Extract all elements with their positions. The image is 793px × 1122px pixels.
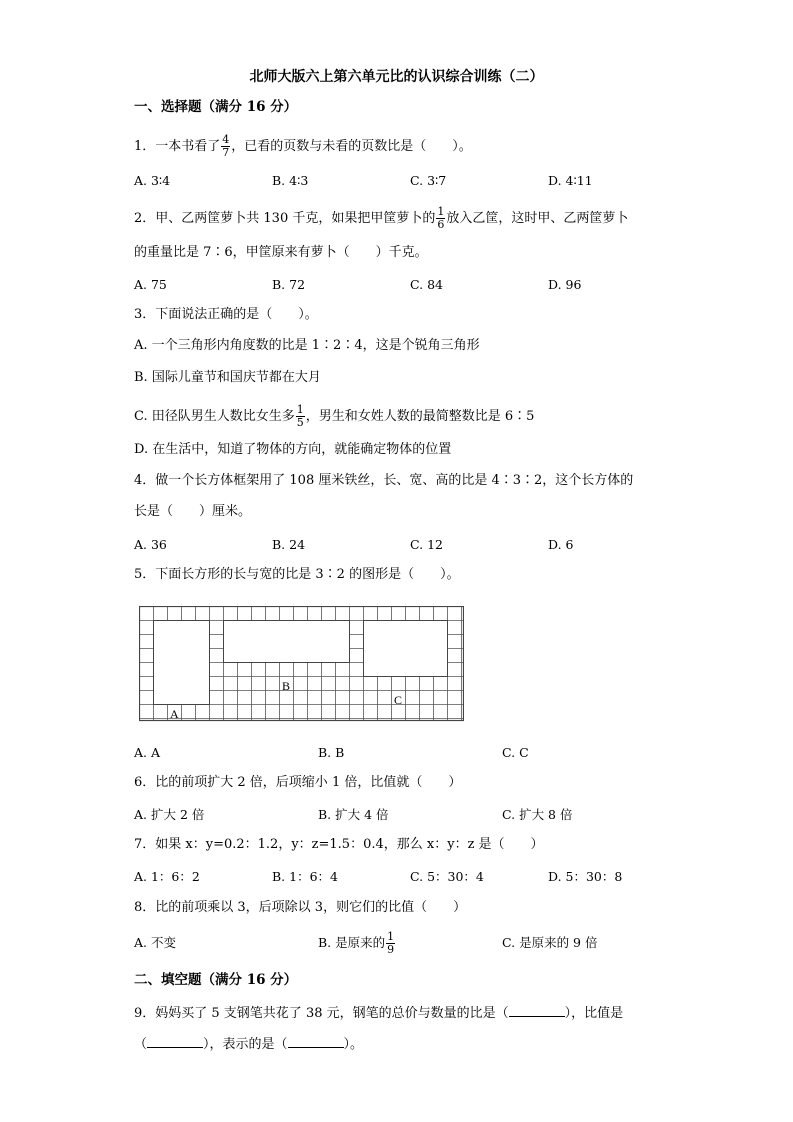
q6-option-c: C. 扩大 8 倍: [502, 807, 573, 822]
section-fill-heading: 二、填空题（满分 16 分）: [134, 972, 298, 988]
q4-option-c: C. 12: [410, 537, 443, 552]
shape-label-c: C: [394, 693, 403, 707]
q9-blank-3[interactable]: [288, 1035, 344, 1048]
q5-option-c: C. C: [502, 745, 529, 760]
question-8: 8．比的前项乘以 3，后项除以 3，则它们的比值（ ）: [134, 900, 467, 915]
q3-option-a: A. 一个三角形内角度数的比是 1∶2∶4，这是个锐角三角形: [134, 338, 480, 353]
q4-line-2: 长是（ ）厘米。: [134, 504, 252, 519]
rect-shape-c: [364, 621, 448, 677]
q3-c-fraction: [296, 404, 305, 429]
question-7: 7．如果 x：y=0.2：1.2，y：z=1.5：0.4，那么 x：y：z 是（ ）: [134, 837, 544, 852]
question-9: [134, 1004, 623, 1023]
question-2: [134, 206, 628, 231]
q9-blank-2[interactable]: [147, 1035, 203, 1048]
q9-line-2: [134, 1035, 363, 1054]
q7-option-d: D. 5：30：8: [548, 869, 623, 884]
q8-b-frac-num: 1: [387, 930, 395, 943]
q1-option-b: B. 4∶3: [272, 173, 309, 188]
q9-line2-a: （: [134, 1037, 148, 1052]
q8-b-fraction: [386, 931, 395, 956]
q6-option-b: B. 扩大 4 倍: [318, 807, 389, 822]
q3-c-post: ，男生和女姓人数的最简整数比是 6∶5: [305, 409, 535, 424]
question-6: 6．比的前项扩大 2 倍，后项缩小 1 倍，比值就（ ）: [134, 775, 462, 790]
q2-option-d: D. 96: [548, 277, 582, 292]
q1-option-c: C. 3∶7: [410, 173, 447, 188]
q4-option-b: B. 24: [272, 537, 306, 552]
question-3: 3．下面说法正确的是（ ）。: [134, 307, 318, 322]
q2-option-a: A. 75: [134, 277, 167, 292]
rectangle-grid-figure: [139, 606, 464, 722]
q1-option-a: A. 3∶4: [134, 173, 171, 188]
shape-label-b: B: [282, 679, 291, 693]
q9-text-mid: ），比值是: [564, 1006, 624, 1021]
q1-option-d: D. 4∶11: [548, 173, 593, 188]
shape-label-a: A: [170, 707, 179, 721]
q3-c-frac-num: 1: [296, 403, 304, 416]
q6-option-a: A. 扩大 2 倍: [134, 807, 205, 822]
q3-c-frac-den: 5: [296, 416, 304, 429]
q1-frac-num: 4: [222, 133, 230, 146]
q7-option-b: B. 1：6：4: [272, 869, 338, 884]
q2-line-2: 的重量比是 7∶6，甲筐原来有萝卜（ ）千克。: [134, 245, 428, 260]
q4-option-d: D. 6: [548, 537, 574, 552]
q9-text-pre: 9．妈妈买了 5 支钢笔共花了 38 元，钢笔的总价与数量的比是（: [134, 1006, 509, 1021]
q3-c-pre: C. 田径队男生人数比女生多: [134, 409, 295, 424]
q2-option-c: C. 84: [410, 277, 443, 292]
q4-option-a: A. 36: [134, 537, 167, 552]
page-title: 北师大版六上第六单元比的认识综合训练（二）: [249, 69, 544, 85]
q5-option-b: B. B: [318, 745, 345, 760]
q2-text-post: 放入乙筐，这时甲、乙两筐萝卜: [446, 211, 629, 226]
q2-option-b: B. 72: [272, 277, 306, 292]
q3-option-c: [134, 404, 534, 429]
q2-frac-num: 1: [437, 205, 445, 218]
q1-text-post: ，已看的页数与未看的页数比是（ ）。: [231, 139, 472, 154]
question-4: 4．做一个长方体框架用了 108 厘米铁丝，长、宽、高的比是 4∶3∶2，这个长方体的: [134, 473, 634, 488]
rect-shape-a: [154, 621, 210, 705]
q3-option-d: D. 在生活中，知道了物体的方向，就能确定物体的位置: [134, 442, 452, 457]
q8-b-pre: B. 是原来的: [318, 935, 386, 950]
q7-option-a: A. 1：6：2: [134, 869, 200, 884]
q1-text-pre: 1．一本书看了: [134, 139, 221, 154]
q2-fraction: [436, 206, 445, 231]
q1-frac-den: 7: [222, 146, 230, 159]
section-choice-heading: 一、选择题（满分 16 分）: [134, 99, 298, 115]
q8-option-c: C. 是原来的 9 倍: [502, 935, 598, 950]
q8-b-frac-den: 9: [387, 943, 395, 956]
q5-option-a: A. A: [134, 745, 161, 760]
q2-frac-den: 6: [437, 218, 445, 231]
rect-shape-b: [224, 621, 350, 663]
q8-option-a: A. 不变: [134, 935, 176, 950]
q3-option-b: B. 国际儿童节和国庆节都在大月: [134, 370, 321, 385]
q7-option-c: C. 5：30：4: [410, 869, 484, 884]
q1-fraction: [221, 134, 230, 159]
q9-blank-1[interactable]: [509, 1004, 565, 1017]
question-1: [134, 134, 472, 159]
q9-line2-b: ），表示的是（: [203, 1037, 288, 1052]
q8-option-b: [318, 929, 396, 957]
q9-line2-c: ）。: [343, 1037, 364, 1052]
question-5: 5．下面长方形的长与宽的比是 3∶2 的图形是（ ）。: [134, 567, 460, 582]
q2-text-pre: 2．甲、乙两筐萝卜共 130 千克，如果把甲筐萝卜的: [134, 211, 436, 226]
